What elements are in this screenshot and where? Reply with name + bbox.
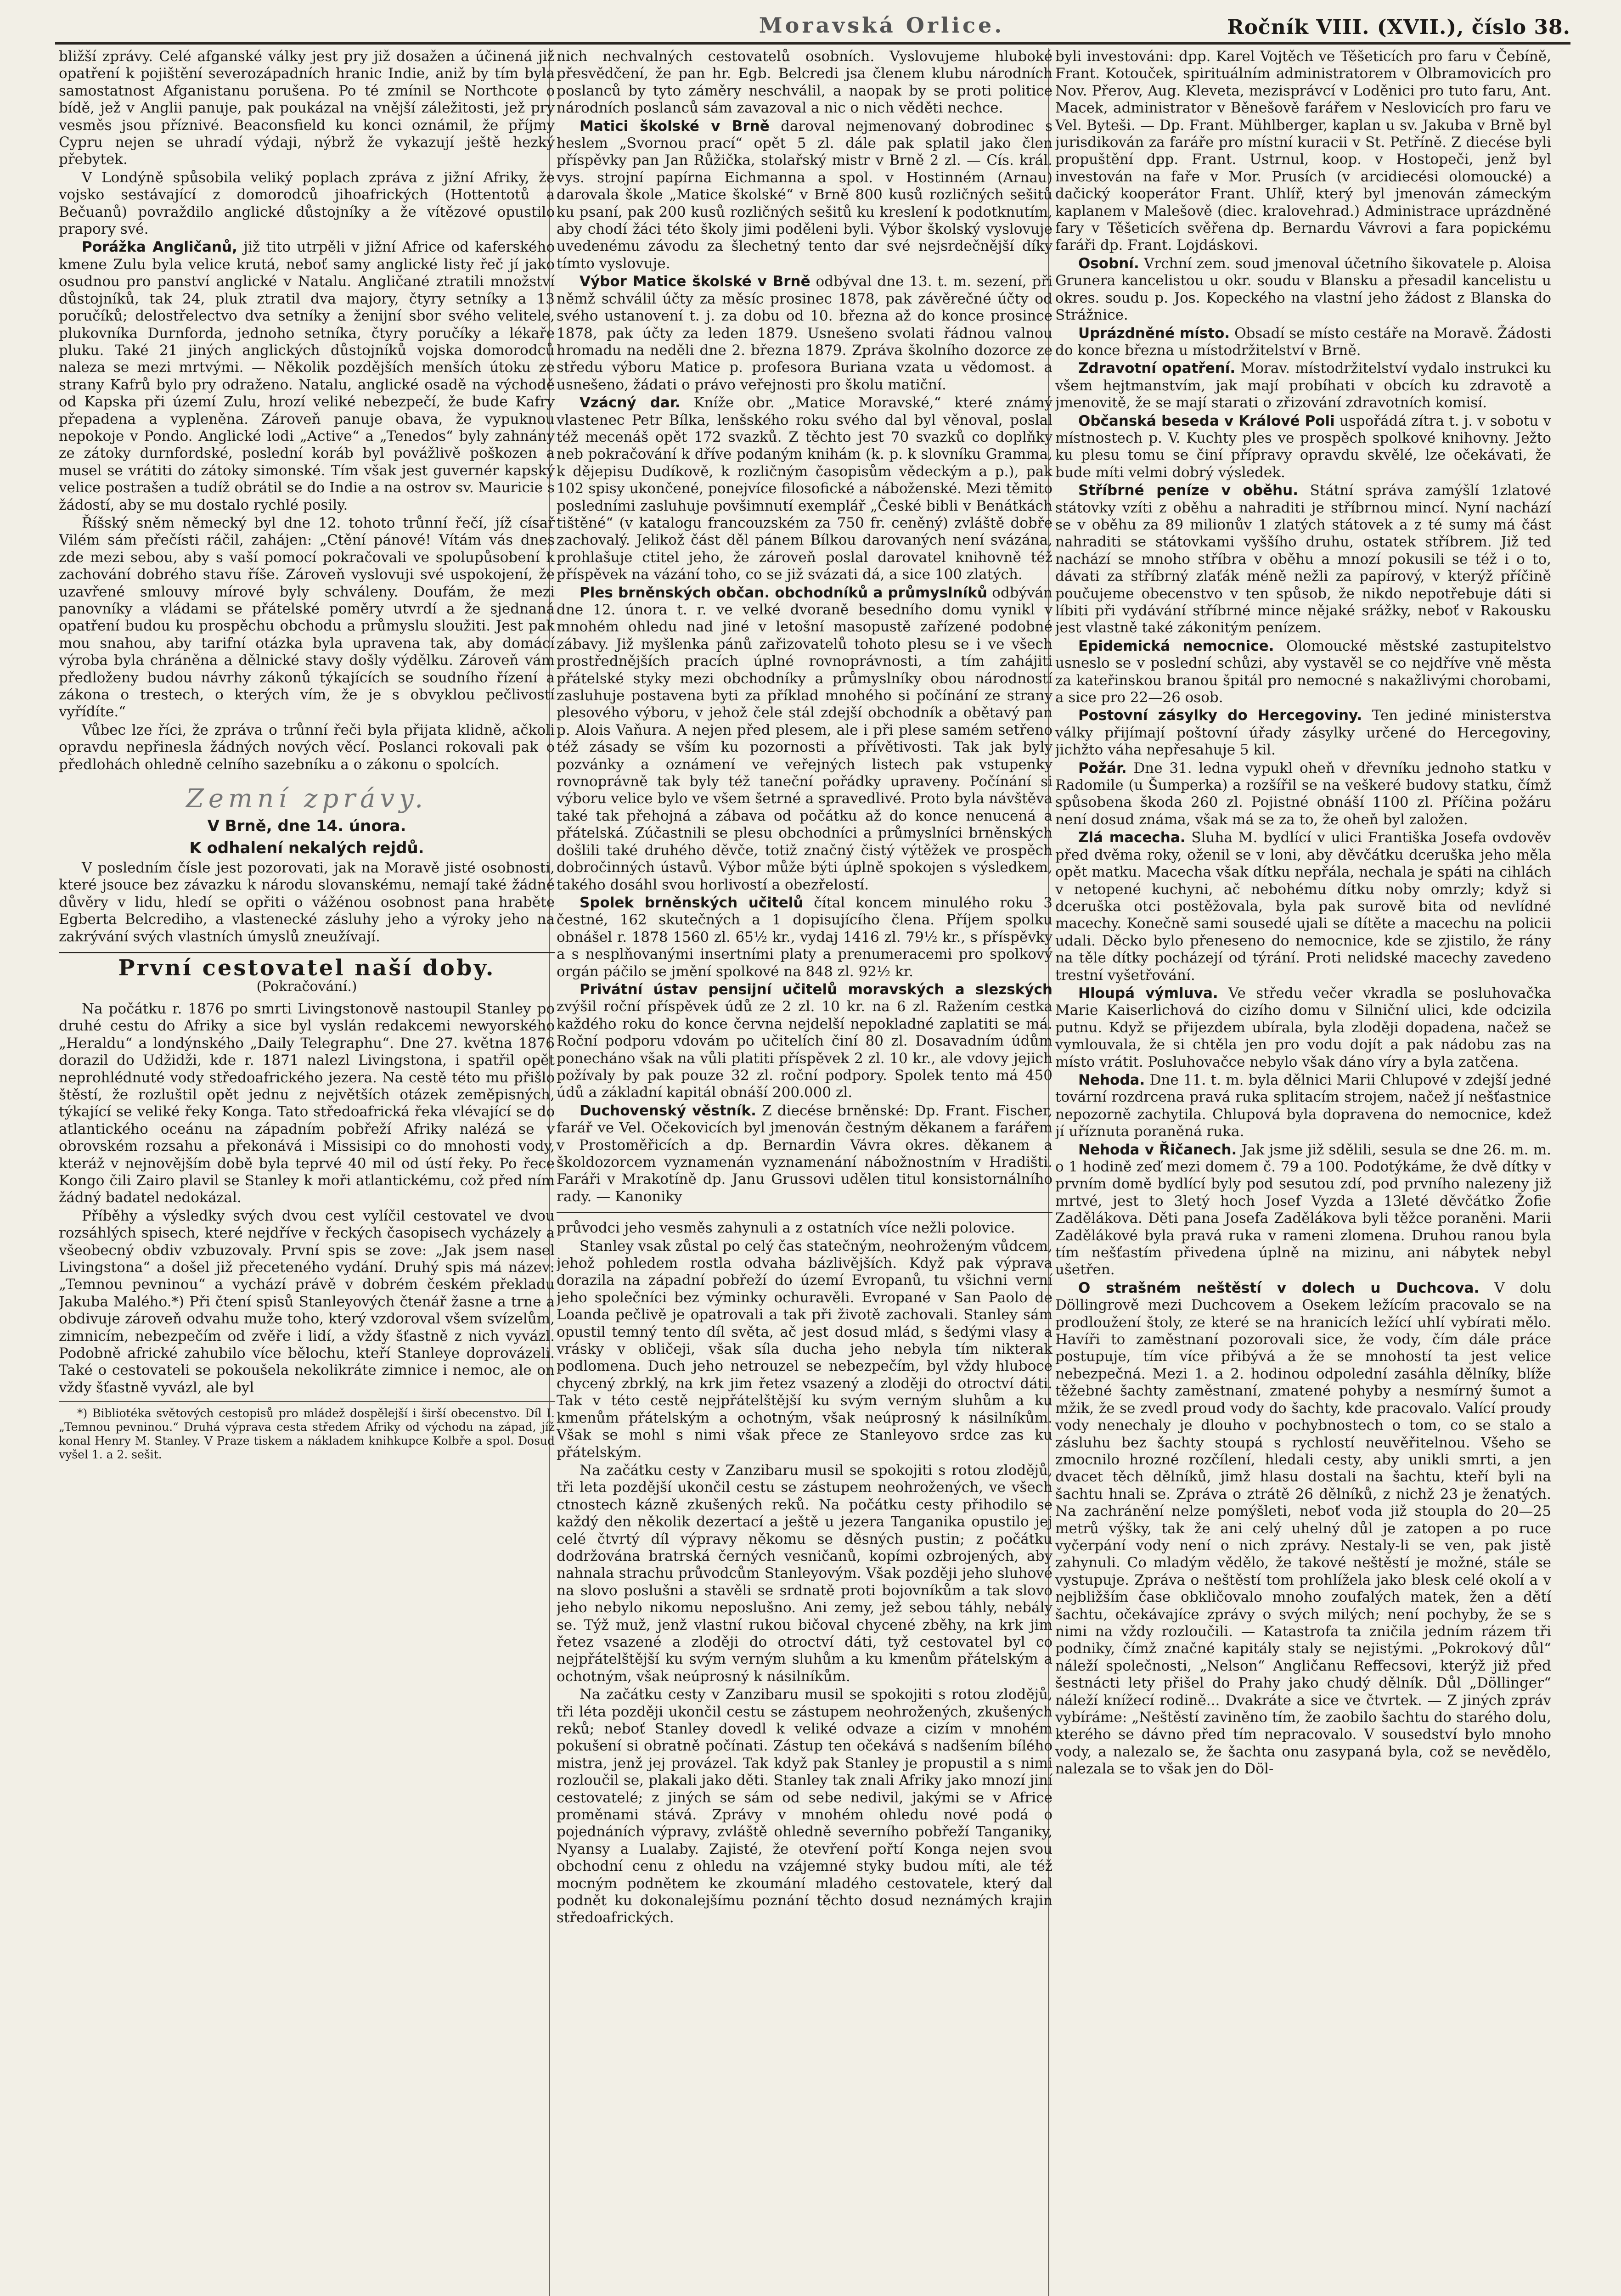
paragraph: zvýšil roční příspěvek údů ze 2 zl. 10 kr. na 6 zl. Ražením cestka každého roku do konce června nejdelší nepokladné zaplatiti se má. Roční podporu vdovám po učitelích činí 80 zl. Dosavadním údům ponecháno však na vůli platiti příspěvek 2 zl. 10 kr., ale vdovy jejich požívaly by pak pouze 32 zl. roční podpory. Spolek tento má 450 údů a základní kapitál obnáší 200.000 zl. bbox=[557, 998, 1053, 1101]
paragraph: Dne 11. t. m. byla dělnici Marii Chlupové v zdejší jedné tovární rozdrcena pravá ruka splitacím strojem, načež jí nešťastnice nepozorně zachytila. Chlupová byla dopravena do nemocnice, kdež jí uříznuta poraněná ruka. bbox=[1055, 1071, 1551, 1140]
article-heading: Ples brněnských občan. obchodníků a průmyslníků bbox=[580, 584, 987, 601]
article-heading: O strašném neštěstí v dolech u Duchcova. bbox=[1078, 1279, 1480, 1296]
article-heading: Privátní ústav pensijní učitelů moravských a slezských bbox=[580, 981, 1053, 998]
paragraph: Morav. místodržitelství vydalo instrukci ku všem hejtmanstvím, jak mají probíhati v obcích ku zdravotě a jmenovitě, že se mají starati o zřizování zdravotních komisí. bbox=[1055, 360, 1551, 411]
column-1 bbox=[59, 48, 555, 2296]
paragraph: bližší zprávy. Celé afganské války jest pry již dosažen a účinená již opatření k pojištění severozápadních hranic Indie, aniž by tím byla samostatnost Afganistanu porušena. Po té zmínil se Northcote o bídě, jež v Anglii panuje, pak poukázal na vnější záležitosti, jež pry vesměs jsou příznivé. Beaconsfield ku konci oznámil, že příjmy Cypru nejen se uhradí výdaji, nýbrž že vykazují ještě hezký přebytek. bbox=[59, 48, 555, 168]
footnote-rule bbox=[59, 1401, 555, 1402]
paragraph: Státní správa zamýšlí 1zlatové státovky vzíti z oběhu a nahraditi je stříbrnou mincí. Nyní nachází se v oběhu za 89 milionův 1 zlatých státovek a z té sumy má část nahraditi se státovkami vyššího druhu, ostatek stříbrem. Již teď nachází se mnoho stříbra v oběhu a mnozí pokusili se též i o to, dávati za stříbrný zlaťák méně nežli za papírový, v kterýž příčině poučujeme obecenstvo v ten spůsob, že nikdo nepotřebuje dáti si líbiti při vydávání stříbrné mince nějaké srážky, neboť v Rakousku jest vlastně také zákonitým penízem. bbox=[1055, 482, 1551, 636]
paragraph: Z diecése brněnské: Dp. Frant. Fischer, farář ve Vel. Očekovicích byl jmenován čestným děkanem a farářem v Prostoměřicích a dp. Bernardin Vávra okres. děkanem a školdozorcem vyznamenán vyznamenání nábožnostním v Hradišti. Faráři v Mrakotíně dp. Janu Grussovi udělen titul konsistornálního rady. — Kanoniky bbox=[557, 1102, 1053, 1205]
issue-number: Ročník VIII. (XVII.), číslo 38. bbox=[1227, 16, 1570, 39]
paragraph: průvodci jeho vesměs zahynuli a z ostatních více nežli polovice. bbox=[557, 1220, 1015, 1237]
paragraph: Ve středu večer vkradla se posluhovačka Marie Kaiserlichová do cizího domu v Silniční ulici, kde odcizila putnu. Když se přijezdem ubírala, byla zloději dopadena, načež se vymlouvala, že si chtěla jen pro vodu dojít a pak nádobu zas na místo vrátit. Posluhovačce nebylo však dáno víry a byla zatčena. bbox=[1055, 985, 1551, 1070]
article-heading: Zdravotní opatření. bbox=[1078, 360, 1236, 377]
footnote: *) Bibliotéka světových cestopisů pro mládež dospělejší i širší obecenstvo. Díl I. „Temnou pevninou.“ Druhá výprava cesta středem Afriky od východu na západ, jíž konal Henry M. Stanley. V Praze tiskem a nákladem knihkupce Kolbře a spol. Dosud vyšel 1. a 2. sešit. bbox=[59, 1407, 555, 1462]
article-heading: Občanská beseda v Králové Poli bbox=[1078, 412, 1335, 429]
article-heading: Nehoda. bbox=[1078, 1071, 1145, 1088]
section-rule bbox=[59, 952, 555, 953]
paragraph: V dolu Döllingrově mezi Duchcovem a Osekem ležícím pracovalo se na prodloužení štoly, ze které se na hranicích ležící uhlí vybírati mělo. Havíři to zaměstnaní pozorovali sice, že vody, čím dále práce postupuje, tím více přibývá a že se mnohostí ta jest velice nebezpečná. Mezi 1. a 2. hodinou odpolední zasáhla dělníky, blíže těžebné šachty zaměstnaní, zmatené pohyby a nesmírný šumot a mžik, že se zvedl proud vody do šachty, kde pracovalo. Valící proudy vody nenechaly je dlouho v pochybnostech o tom, co se stalo a zásluhu bez šachty stoupá s rychlostí neuvěřitelnou. Všeho se zmocnilo hrozné rozčílení, hledali cesty, aby unikli smrti, a jen dvacet těch dělníků, jimž hlasu dostali na šachtu, kteří byli na šachtu hnali se. Zpráva o ztrátě 26 dělníků, z nichž 23 je ženatých. Na zachránění nelze pomýšleti, neboť voda již stoupla do 20—25 metrů výšky, tak že ani celý uhelný důl je zatopen a po ruce vyčerpání vody není o nich zprávy. Nestaly-li se ven, pak jistě zahynuli. Co mladým vědělo, že takové neštěstí je možné, stále se vystupuje. Zpráva o neštěstí tom prohlížela jako blesk celé okolí a v nejbližším čase obkličovalo mnoho zoufalých matek, žen a dětí šachtu, očekávajíce zprávy o svých milých; není pochyby, že se s nimi na vždy rozloučili. — Katastrofa ta zničila jedním rázem tři podniky, čímž značné kapitály staly se nejistými. „Pokrokový důl“ náleží společnosti, „Nelson“ Angličanu Reffecsovi, kterýž již před šestnácti lety přišel do Prahy jako chudý dělník. Důl „Döllinger“ náleží knížecí rodině... Dvakráte a sice ve čtvrtek. — Z jiných zpráv vybíráme: „Neštěstí zaviněno tím, že zaobilo šachtu do starého dolu, kterého se dávno před tím nepracovalo. V sousedství bylo mnoho vody, a nalezalo se, že šachta onu zasypaná byla, což se nevědělo, nalezala se to však jen do Döl- bbox=[1055, 1279, 1551, 1778]
article-heading: Matici školské v Brně bbox=[580, 118, 770, 135]
page-header bbox=[55, 9, 1570, 41]
paragraph: čítal koncem minulého roku 3 čestné, 162 skutečných a 1 dopisujícího člena. Příjem spolku obnášel r. 1878 1560 zl. 65½ kr., vydaj 1416 zl. 79½ kr., s příspěvky a s nesplňovanými insertními platy a prenumeracemi pro spolkový orgán páčilo se jmění spolkové na 848 zl. 92½ kr. bbox=[557, 894, 1053, 980]
paragraph: Na začátku cesty v Zanzibaru musil se spokojiti s rotou zlodějů, tři leta pozdější ukončil cestu se zástupem neohrožených, ve všech ctnostech kázně zkušených reků. Na počátku cesty přihodilo se každý den několik dezertací a ještě u jezera Tanganika opustilo jej celé čtvrtý díl výpravy někomu se děsných pustin; z počátku dodržována bratrská černých vesničanů, kopími ozbrojených, aby nahnala strachu průvodcům Stanleyovým. Však později jeho sluhové na slovo poslušni a stavěli se srdnatě proti bojovníkům a tak slovo jeho nebylo nikomu neposlušno. Ani zemy, jež sebou táhly, nebály se. Týž muž, jenž vlastní rukou bičoval chycené zběhy, na krk jim řetez vsazené a zloději do otroctví dáti, tyž cestovatel byl co nejpřátelštější ku svým verným sluhům a ku kmenům přátelským a ochotným, však neúprosný k násilníkům. bbox=[557, 1462, 1053, 1685]
article-heading: Uprázdněné místo. bbox=[1078, 325, 1230, 342]
column-3 bbox=[1055, 48, 1551, 2296]
paragraph: Obsadí se místo cestáře na Moravě. Žádosti do konce března u místodržitelství v Brně. bbox=[1055, 325, 1551, 359]
feature-subtitle: (Pokračování.) bbox=[256, 978, 357, 995]
paragraph: V posledním čísle jest pozorovati, jak na Moravě jisté osobnosti, které jsouce bez závazku k národu slovanskému, nemají také žádné důvěry v lidu, hledí se opřiti o vážénou osobnost pana hraběte Egberta Belcrediho, a vlastenecké zásluhy jeho a výroky jeho na zakrývání svých vlastních úmyslů zneužívají. bbox=[59, 860, 555, 945]
paragraph: Vrchní zem. soud jmenoval účetního šikovatele p. Aloisa Grunera kancelistou u okr. soudu v Blansku a přesadil kancelistu u okres. soudu p. Jos. Kopeckého na vlastní jeho žádost z Blanska do Strážnice. bbox=[1055, 255, 1551, 324]
paragraph: Kníže obr. „Matice Moravské,“ které známý vlastenec Petr Bílka, lenšského roku svého dal byl věnoval, poslal též mecenáš opět 172 svazků. Z těchto jest 70 svazků co doplňky neb pokračování k dříve podaným knihám (k. p. k slovníku Gramma, k dějepisu Dudíkově, k rozličným časopisům vědeckým a p.), pak 102 spisy ukončené, ponejvíce filosofické a náboženské. Mezi těmito posledními zasluhuje povšimnutí exemplář „České bibli v Benátkách tištěné“ (v katalogu francouzském za 750 fr. ceněný) zvláště dobře zachovalý. Jelikož část děl pánem Bílkou darovaných není svázána, prohlašuje ctitel jeho, že zároveň poslal darovatel knihovně též příspěvek na vázání toho, co se již svázati dá, a sice 100 zlatých. bbox=[557, 394, 1053, 583]
paragraph: byli investováni: dpp. Karel Vojtěch ve Těšeticích pro faru v Čebíně, Frant. Kotouček, spirituálním administratorem v Olbramovicích pro Nov. Přerov, Aug. Kleveta, mezisprávcí v Loděnici pro tuto faru, Ant. Macek, administrator v Běnešově farářem v Neslovicích pro faru ve Vel. Byteši. — Dp. Frant. Mühlberger, kaplan u sv. Jakuba v Brně byl jurisdikován za faráře pro místní kuracii v St. Petříně. Z diecése byli propuštění dpp. Frant. Ustrnul, koop. v Hostopeči, jenž byl investován na faře v Mor. Prusích (v arcidiecési olomoucké) a dačický kooperátor Frant. Uhlíř, který byl jmenován zámeckým kaplanem v Malešově (diec. kralovehrad.) Administrace uprázdněné fary v Těšeticích svěřena dp. Bernardu Vávrovi a fara popickému faráři dp. Frant. Lojdáskovi. bbox=[1055, 48, 1551, 254]
paragraph: V Londýně spůsobila veliký poplach zpráva z jižní Afriky, že vojsko sestávající z domorodců jihoafrických (Hottentotů a Bečuanů) povraždilo anglické důstojníky a že vítězové opustilo prapory své. bbox=[59, 169, 555, 238]
article-heading: Porážka Angličanů, bbox=[82, 239, 237, 256]
paragraph: Na začátku cesty v Zanzibaru musil se spokojiti s rotou zlodějů, tři léta později ukončil cestu se zástupem neohrožených, zkušených reků; neboť Stanley dovedl k veliké odvaze a cizím v mnohém pokušení si obratně počínati. Zástup ten očekává s nadšením bílého mistra, jenž jej provázel. Tak když pak Stanley je propustil a s nimi rozloučil se, plakali jako děti. Stanley tak znali Afriky jako mnozí jiní cestovatelé; z jiných se sám od sebe nedivil, jakými se v Africe proměnami stává. Zprávy v mnohém ohledu nové podá o pojednáních výpravy, zvláště ohledně severního pobřeží Tanganiky, Nyansy a Lualaby. Zajisté, že otevření pořtí Konga nejen svou obchodní cenu z ohledu na vzájemné styky budou míti, ale též mocným podnětem ke zkoumání mladého cestovatele, který dal podnět ku dokonalejšímu poznání těchto dosud neznámých krajin středoafrických. bbox=[557, 1686, 1053, 1926]
header-rule bbox=[55, 42, 1570, 45]
paragraph: Jak jsme již sdělili, sesula se dne 26. m. m. o 1 hodině zeď mezi domem č. 79 a 100. Podotýkáme, že dvě dítky v prvním domě bydlící byly pod sesutou zdí, pod prvního nalezeny již mrtvé, jest to 3letý hoch Josef Vyzda a 13leté děvčátko Žofie Zadělákova. Děti pana Josefa Zadělákova byli těžce poraněni. Marii Zadělákové byla pravá ruka v rameni zlomena. Druhou ranou byla tím nešťastím přivedena úplně na mizinu, ani nábytek nebyl ušetřen. bbox=[1055, 1141, 1551, 1278]
paragraph: Stanley vsak zůstal po celý čas statečným, neohroženým vůdcem, jehož pohledem rostla odvaha bázlivějších. Když pak výprava dorazila na západní pobřeží do území Evropanů, tu všichni verní jeho společníci bez výminky ochuravěli. Evropané v San Paolo de Loanda pečlivě je opatrovali a tak při životě zachovali. Stanley sám opustil temný tento díl světa, ač jest dosud mlád, s šedými vlasy a vrásky v obličeji, však síla ducha jeho nebyla tím nikterak podlomena. Duch jeho netrouzel se nebezpečím, byl vždy hluboce chycený zbrklý, na krk jim řetez vsazený a zloději do otroctví dáti. Tak v této cestě nejpřátelštější ku svým verným sluhům a ku kmenům přátelským a ochotným, však neúprosný k násilníkům. Však se mohl s nimi však přece ze Stanleyovo srdce zas ku přátelským. bbox=[557, 1238, 1053, 1461]
paragraph: Sluha M. bydlící v ulici Františka Josefa ovdověv před dvěma roky, oženil se v loni, aby děvčátku dceruška jeho měla opět matku. Macecha však dítku nepřála, nechala je spáti na cihlách v netopené kuchyni, ač nebohému dítku noby omrzly; když si dceruška otci postěžovala, byla pak surově bita od nevlídné macechy. Konečně sami sousedé ujali se dítěte a macechu na policii udali. Děcko bylo přeneseno do nemocnice, kde se zjistilo, že rány na těle dítky pocházejí od týrání. Proti nelidské macechy zavedeno trestní vyšetřování. bbox=[1055, 829, 1551, 984]
article-heading: Postovní zásylky do Hercegoviny. bbox=[1078, 707, 1362, 724]
feature-title: První cestovatel naší doby. bbox=[118, 955, 495, 981]
article-heading: Duchovenský věstník. bbox=[580, 1102, 756, 1119]
paragraph: již tito utrpěli v jižní Africe od kaferského kmene Zulu byla velice krutá, neboť samy anglické listy řeč jí jako osudnou pro panství anglické v Natalu. Angličané ztratili množství důstojníků, tak 24, pluk ztratil dva majory, čtyry setníky a 13 poručíků; delostřelectvo dva setníky a ženijní sbor svého velitele, plukovníka Durnforda, jednoho setníka, čtyry poručíky a lékaře pluku. Také 21 jiných anglických důstojníků vojska domorodců naleza se mezi mrtvými. — Několik pozdějších menších útoku ze strany Kafrů bylo pry odraženo. Natalu, anglické osadě na východě od Kapska při území Zulu, hrozí veliké nebezpečí, že bude Kafry přepadena a vypleněna. Zároveň panuje obava, že vypuknou nepokoje v Pondo. Anglické lodi „Active“ a „Tenedos“ byly zahnány ze zátoky durnfordské, poslední koráb byl povážlivě poškozen a musel se vrátiti do zátoky simonské. Tím však jest guvernér kapský velice postrašen a tudíž obrátil se do Indie a na ostrov sv. Mauricie s žádostí, aby se mu dostalo rychlé posily. bbox=[59, 239, 555, 513]
paragraph: uspořádá zítra t. j. v sobotu v místnostech p. V. Kuchty ples ve prospěch spolkové knihovny. Ježto ku plesu tomu se činí přípravy opravdu skvělé, lze očekávati, že bude míti velmi dobrý výsledek. bbox=[1055, 412, 1551, 481]
article-heading: Osobní. bbox=[1078, 255, 1139, 272]
paragraph: Na počátku r. 1876 po smrti Livingstonově nastoupil Stanley po druhé cestu do Afriky a sice byl vyslán redakcemi newyorského „Heraldu“ a londýnského „Daily Telegraphu“. Dne 27. května 1876 dorazil do Udžidži, kde r. 1871 nalezl Livingstona, i spatřil opět neprohlédnuté vody středoafrického jezera. Na cestě této mu přišlo štěstí, že rozluštil opět jednu z největších otázek zeměpisných, týkající se veliké řeky Konga. Tato středoafrická řeka vlévající se do atlantického oceánu na západním pobřeží Afriky nalézá se v obrovském rozsahu a překonává i Missisipi co do mnohosti vody, kteráž v nejnovějším době byla teprvé 40 mil od ústí řeky. Po řece Kongo čili Zairo plavil se Stanley k moři atlantickému, což před ním žádný badatel nedokázal. bbox=[59, 1000, 555, 1206]
section-rule bbox=[557, 1212, 1053, 1213]
paragraph: daroval nejmenovaný dobrodinec s heslem „Svornou prací“ opět 5 zl. dále pak splatil jako člen příspěvky pan Jan Růžička, stolařský mistr v Brně 2 zl. — Cís. král. vys. strojní papírna Eichmanna a spol. v Hostinném (Arnau) darovala škole „Matice školské“ v Brně 800 kusů rozličných sešitů ku psaní, pak 200 kusů rozličných sešitů ku kreslení k podotknutím, aby chodí žáci této školy jimi poděleni byli. Výbor školský vyslovuje uvedenému závodu za šlechetný tento dar své nejsrdečnější díky tímto vyslovuje. bbox=[557, 118, 1053, 272]
article-heading: Zlá macecha. bbox=[1078, 829, 1186, 846]
paragraph: odbýval dne 13. t. m. sezení, při němž schválil účty za měsíc prosinec 1878, pak závěrečné účty od svého ustanovení t. j. za dobu od 10. března až do konce prosince 1878, pak účty za leden 1879. Usnešeno svolati řádnou valnou hromadu na neděli dne 2. března 1879. Zpráva školního dozorce ze středu výboru Matice p. profesora Buriana vzata u vědomost. a usnešeno, žádati o právo veřejnosti pro školu matiční. bbox=[557, 273, 1053, 393]
masthead: Moravská Orlice. bbox=[759, 13, 1005, 38]
article-heading: Výbor Matice školské v Brně bbox=[580, 273, 810, 290]
paragraph: Olomoucké městské zastupitelstvo usneslo se v poslední schůzi, aby vystavěl se co nejdříve vně města za kateřinskou branou špitál pro nemocné s nakažlivými chorobami, a sice pro 22—26 osob. bbox=[1055, 637, 1551, 706]
paragraph: Příběhy a výsledky svých dvou cest vylíčil cestovatel ve dvou rozsáhlých spisech, které nejdříve v řeckých časopisech vycházely a všeobecný obdiv vzbuzovaly. První spis se zove: „Jak jsem nasel Livingstona“ a došel již přeceteného vydání. Druhý spis má název: „Temnou pevninou“ a vychází právě v dobrém českém překladu Jakuba Malého.*) Při čtení spisů Stanleyových čtenář žasne a trne a obdivuje zároveň odvahu muže toho, který vzdoroval všem svízelům, zimnicím, nebezpečím od zvěře i lidí, a vždy šťastně z nich vyvázl. Podobně africké zahubilo více bělochu, kteří Stanleye doprovázeli. Také o cestovateli se pokoušela nekolikráte zimnice i nemoc, ale on vždy šťastně vyvázl, ale byl bbox=[59, 1207, 555, 1396]
article-heading: Vzácný dar. bbox=[580, 394, 681, 411]
paragraph: Dne 31. ledna vypukl oheň v dřevníku jednoho statku v Radomile (u Šumperka) a rozšířil se na veškeré budovy statku, čímž spůsobena škoda 260 zl. Pojistné obnáší 1100 zl. Příčina požáru není dosud známa, však má se za to, že oheň byl založen. bbox=[1055, 760, 1551, 828]
paragraph: odbýván dne 12. února t. r. ve velké dvoraně besedního domu vynikl v mnohém ohledu nad jiné v letošní masopustě zařízené podobné zábavy. Již myšlenka pánů zařizovatelů tohoto plesu se i ve všech prostřednějších pracích úplné rovnoprávnosti, a tím zahájiti přátelské styky mezi obchodníky a průmyslníky obou národností zasluhuje postavena byti za příklad mnohého si počínání ze strany plesového výboru, v jehož čele stál zdejší obchodník a obětavý pan p. Alois Vaňura. A nejen před plesem, ale i při plese samém setřeno též zásady se vším ku pozornosti a přívětivosti. Tak jak byly pozvánky a oznámení ve veřejných listech pak vstupenky rovnoprávně tak byly též taneční pořádky upraveny. Počínání si výboru velice bylo ve všem šetrné a spravedlivé. Proto byla návštěva také tak přehojná a zábava od počátku až do konce nenucená a přátelská. Zúčastnili se plesu obchodníci a průmyslníci brněnských došlili také druhého děvče, totiž značný čistý výtěžek ve prospěch dobročinných ústavů. Výbor může býti úplně spokojen s výsledkem, takého dosáhl svou horlivostí a obezřelostí. bbox=[557, 584, 1053, 893]
dateline: V Brně, dne 14. února. bbox=[207, 817, 406, 836]
paragraph: Vůbec lze říci, že zpráva o trůnní řeči byla přijata klidně, ačkoli opravdu nepřinesla žádných nových věcí. Poslanci rokovali pak o předlohách ohledně celního sazebníku a o zákonu o spolcích. bbox=[59, 721, 555, 773]
column-2 bbox=[557, 48, 1053, 2296]
article-heading: Hloupá výmluva. bbox=[1078, 985, 1218, 1002]
article-heading: Požár. bbox=[1078, 760, 1127, 777]
article-heading: K odhalení nekalých rejdů. bbox=[189, 839, 424, 858]
article-heading: Nehoda v Řičanech. bbox=[1078, 1141, 1237, 1158]
paragraph: Říšský sněm německý byl dne 12. tohoto trůnní řečí, jíž císař Vilém sám přečísti ráčil, zahájen: „Ctění pánové! Vítám vás dnes zde mezi sebou, aby s vaší pomocí pokračovali ve spolupůsobení k zachování dobrého stavu říše. Zároveň vyslovuji své uspokojení, že uzavřené smlouvy mírové byly schváleny. Doufám, že mezi panovníky a vládami se přátelské poměry utvrdí a že sjednaná opatření budou ku prospěchu obchodu a průmyslu sloužiti. Jest pak mou snahou, aby tarifní otázka byla upravena tak, aby domácí výroba byla chráněna a dělnické stavy došly výdělku. Zároveň vám předloženy budou návrhy zákonů týkajících se soudního řízení a zákona o trestech, o kterých vím, že je s obvyklou pečlivostí vyřídíte.“ bbox=[59, 514, 555, 720]
section-title: Zemní zprávy. bbox=[186, 784, 428, 814]
article-heading: Epidemická nemocnice. bbox=[1078, 637, 1274, 654]
paragraph: Ten jediné ministerstva války přijímají poštovní úřady zásylky určené do Hercegoviny, jichžto váha nepřesahuje 5 kil. bbox=[1055, 707, 1551, 759]
paragraph: nich nechvalných cestovatelů osobních. Vyslovujeme hluboké přesvědčení, že pan hr. Egb. Belcredi jsa členem klubu národních poslanců by tyto záměry neschválil, a naopak by se proti politice národních poslanců sám zavazoval a nic o nich věděti nechce. bbox=[557, 48, 1053, 117]
article-heading: Spolek brněnských učitelů bbox=[580, 894, 804, 911]
article-heading: Stříbrné peníze v oběhu. bbox=[1078, 482, 1298, 499]
